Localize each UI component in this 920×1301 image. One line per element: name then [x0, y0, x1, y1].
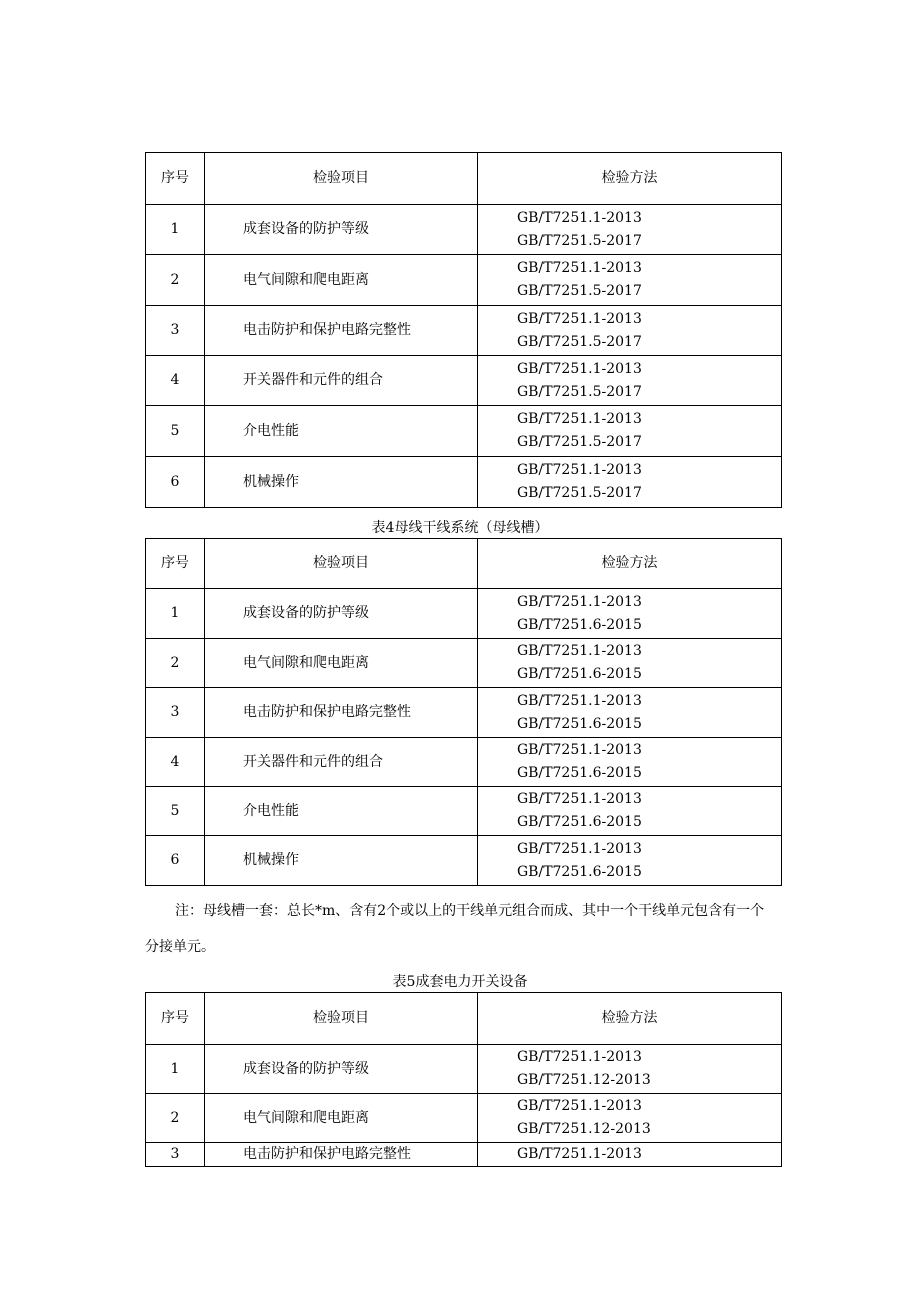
- table-row: [146, 457, 782, 508]
- row-method: [478, 457, 782, 508]
- row-no: 3: [146, 688, 205, 738]
- row-item: 机械操作: [205, 836, 478, 886]
- header-no: 序号: [146, 993, 205, 1045]
- row-method: [478, 836, 782, 886]
- row-method: [478, 406, 782, 457]
- row-no: 3: [146, 306, 205, 356]
- method-line: GB/T7251.1-2013: [517, 593, 642, 610]
- method-line: GB/T7251.1-2013: [517, 643, 642, 659]
- row-no: 1: [146, 1045, 205, 1094]
- table-4-caption: 表4母线干线系统（母线槽）: [371, 520, 549, 536]
- method-line: GB/T7251.12-2013: [517, 1121, 651, 1137]
- table-4-note: [145, 893, 805, 965]
- method-line: GB/T7251.6-2015: [517, 814, 642, 830]
- table-row: [146, 205, 782, 255]
- row-item: 成套设备的防护等级: [205, 589, 478, 639]
- table-5-caption: 表5成套电力开关设备: [392, 974, 528, 990]
- row-item: 电气间隙和爬电距离: [205, 255, 478, 306]
- table-row: [146, 1045, 782, 1094]
- header-item: 检验项目: [205, 153, 478, 205]
- row-no: 1: [146, 589, 205, 639]
- row-method: [478, 205, 782, 255]
- table-row: [146, 688, 782, 738]
- table-row: [146, 1094, 782, 1143]
- method-line: GB/T7251.1-2013: [517, 360, 642, 377]
- method-line: GB/T7251.1-2013: [517, 260, 642, 276]
- method-line: GB/T7251.1-2013: [517, 462, 642, 478]
- header-method: 检验方法: [478, 539, 782, 589]
- method-line: GB/T7251.1-2013: [517, 209, 642, 226]
- row-no: 6: [146, 836, 205, 886]
- method-line: GB/T7251.1-2013: [517, 692, 642, 709]
- table-4: [145, 538, 782, 886]
- table-header-row: [146, 993, 782, 1045]
- table-row: [146, 639, 782, 688]
- row-item: 成套设备的防护等级: [205, 205, 478, 255]
- row-item: 介电性能: [205, 406, 478, 457]
- table-row: [146, 836, 782, 886]
- row-method: [478, 356, 782, 406]
- method-line: GB/T7251.6-2015: [517, 863, 642, 880]
- header-item: 检验项目: [205, 993, 478, 1045]
- table-3: [145, 152, 782, 508]
- method-line: GB/T7251.5-2017: [517, 383, 642, 400]
- row-item: 电击防护和保护电路完整性: [205, 306, 478, 356]
- method-line: GB/T7251.1-2013: [517, 840, 642, 857]
- method-line: GB/T7251.1-2013: [517, 310, 642, 327]
- table-row: [146, 787, 782, 836]
- row-no: 2: [146, 639, 205, 688]
- row-item: 电击防护和保护电路完整性: [205, 688, 478, 738]
- method-line: GB/T7251.5-2017: [517, 232, 642, 249]
- row-method: [478, 688, 782, 738]
- row-item: 开关器件和元件的组合: [205, 356, 478, 406]
- row-no: 4: [146, 738, 205, 787]
- method-line: GB/T7251.6-2015: [517, 616, 642, 633]
- table-row: [146, 406, 782, 457]
- row-no: 2: [146, 1094, 205, 1143]
- method-line: GB/T7251.1-2013: [517, 742, 642, 758]
- note-text-1: 注：母线槽一套：总长*m、含有2个或以上的干线单元组合而成、其中一个干线单元包含有一个: [175, 903, 765, 919]
- row-item: 电击防护和保护电路完整性: [205, 1143, 478, 1167]
- note-line-2: 分接单元。: [145, 939, 215, 955]
- header-method: 检验方法: [478, 153, 782, 205]
- row-method: [478, 1143, 782, 1167]
- row-method: [478, 787, 782, 836]
- row-item: 机械操作: [205, 457, 478, 508]
- row-item: 电气间隙和爬电距离: [205, 1094, 478, 1143]
- table-row: [146, 255, 782, 306]
- method-line: GB/T7251.5-2017: [517, 283, 642, 299]
- note-line-1: [145, 893, 805, 929]
- row-item: 介电性能: [205, 787, 478, 836]
- header-item: 检验项目: [205, 539, 478, 589]
- method-line: GB/T7251.1-2013: [517, 791, 642, 807]
- method-line: GB/T7251.1-2013: [517, 1098, 642, 1114]
- row-item: 开关器件和元件的组合: [205, 738, 478, 787]
- row-no: 4: [146, 356, 205, 406]
- method-line: GB/T7251.1-2013: [517, 411, 642, 427]
- row-method: [478, 1094, 782, 1143]
- method-line: GB/T7251.1-2013: [517, 1049, 642, 1065]
- row-method: [478, 589, 782, 639]
- row-no: 6: [146, 457, 205, 508]
- table-row: [146, 589, 782, 639]
- row-no: 3: [146, 1143, 205, 1167]
- table-5: [145, 992, 782, 1167]
- header-no: 序号: [146, 153, 205, 205]
- row-item: 电气间隙和爬电距离: [205, 639, 478, 688]
- method-line: GB/T7251.6-2015: [517, 666, 642, 682]
- row-no: 5: [146, 406, 205, 457]
- method-line: GB/T7251.12-2013: [517, 1072, 651, 1088]
- table-header-row: [146, 539, 782, 589]
- table-row: [146, 1143, 782, 1167]
- row-no: 1: [146, 205, 205, 255]
- method-line: GB/T7251.5-2017: [517, 333, 642, 350]
- row-method: [478, 1045, 782, 1094]
- method-line: GB/T7251.6-2015: [517, 765, 642, 781]
- table-row: [146, 356, 782, 406]
- header-method: 检验方法: [478, 993, 782, 1045]
- header-no: 序号: [146, 539, 205, 589]
- row-method: [478, 306, 782, 356]
- table-row: [146, 738, 782, 787]
- row-method: [478, 639, 782, 688]
- row-method: [478, 255, 782, 306]
- method-line: GB/T7251.5-2017: [517, 485, 642, 501]
- method-line: GB/T7251.1-2013: [517, 1146, 642, 1162]
- row-method: [478, 738, 782, 787]
- row-no: 5: [146, 787, 205, 836]
- row-no: 2: [146, 255, 205, 306]
- table-row: [146, 306, 782, 356]
- method-line: GB/T7251.5-2017: [517, 434, 642, 450]
- row-item: 成套设备的防护等级: [205, 1045, 478, 1094]
- method-line: GB/T7251.6-2015: [517, 715, 642, 732]
- table-header-row: [146, 153, 782, 205]
